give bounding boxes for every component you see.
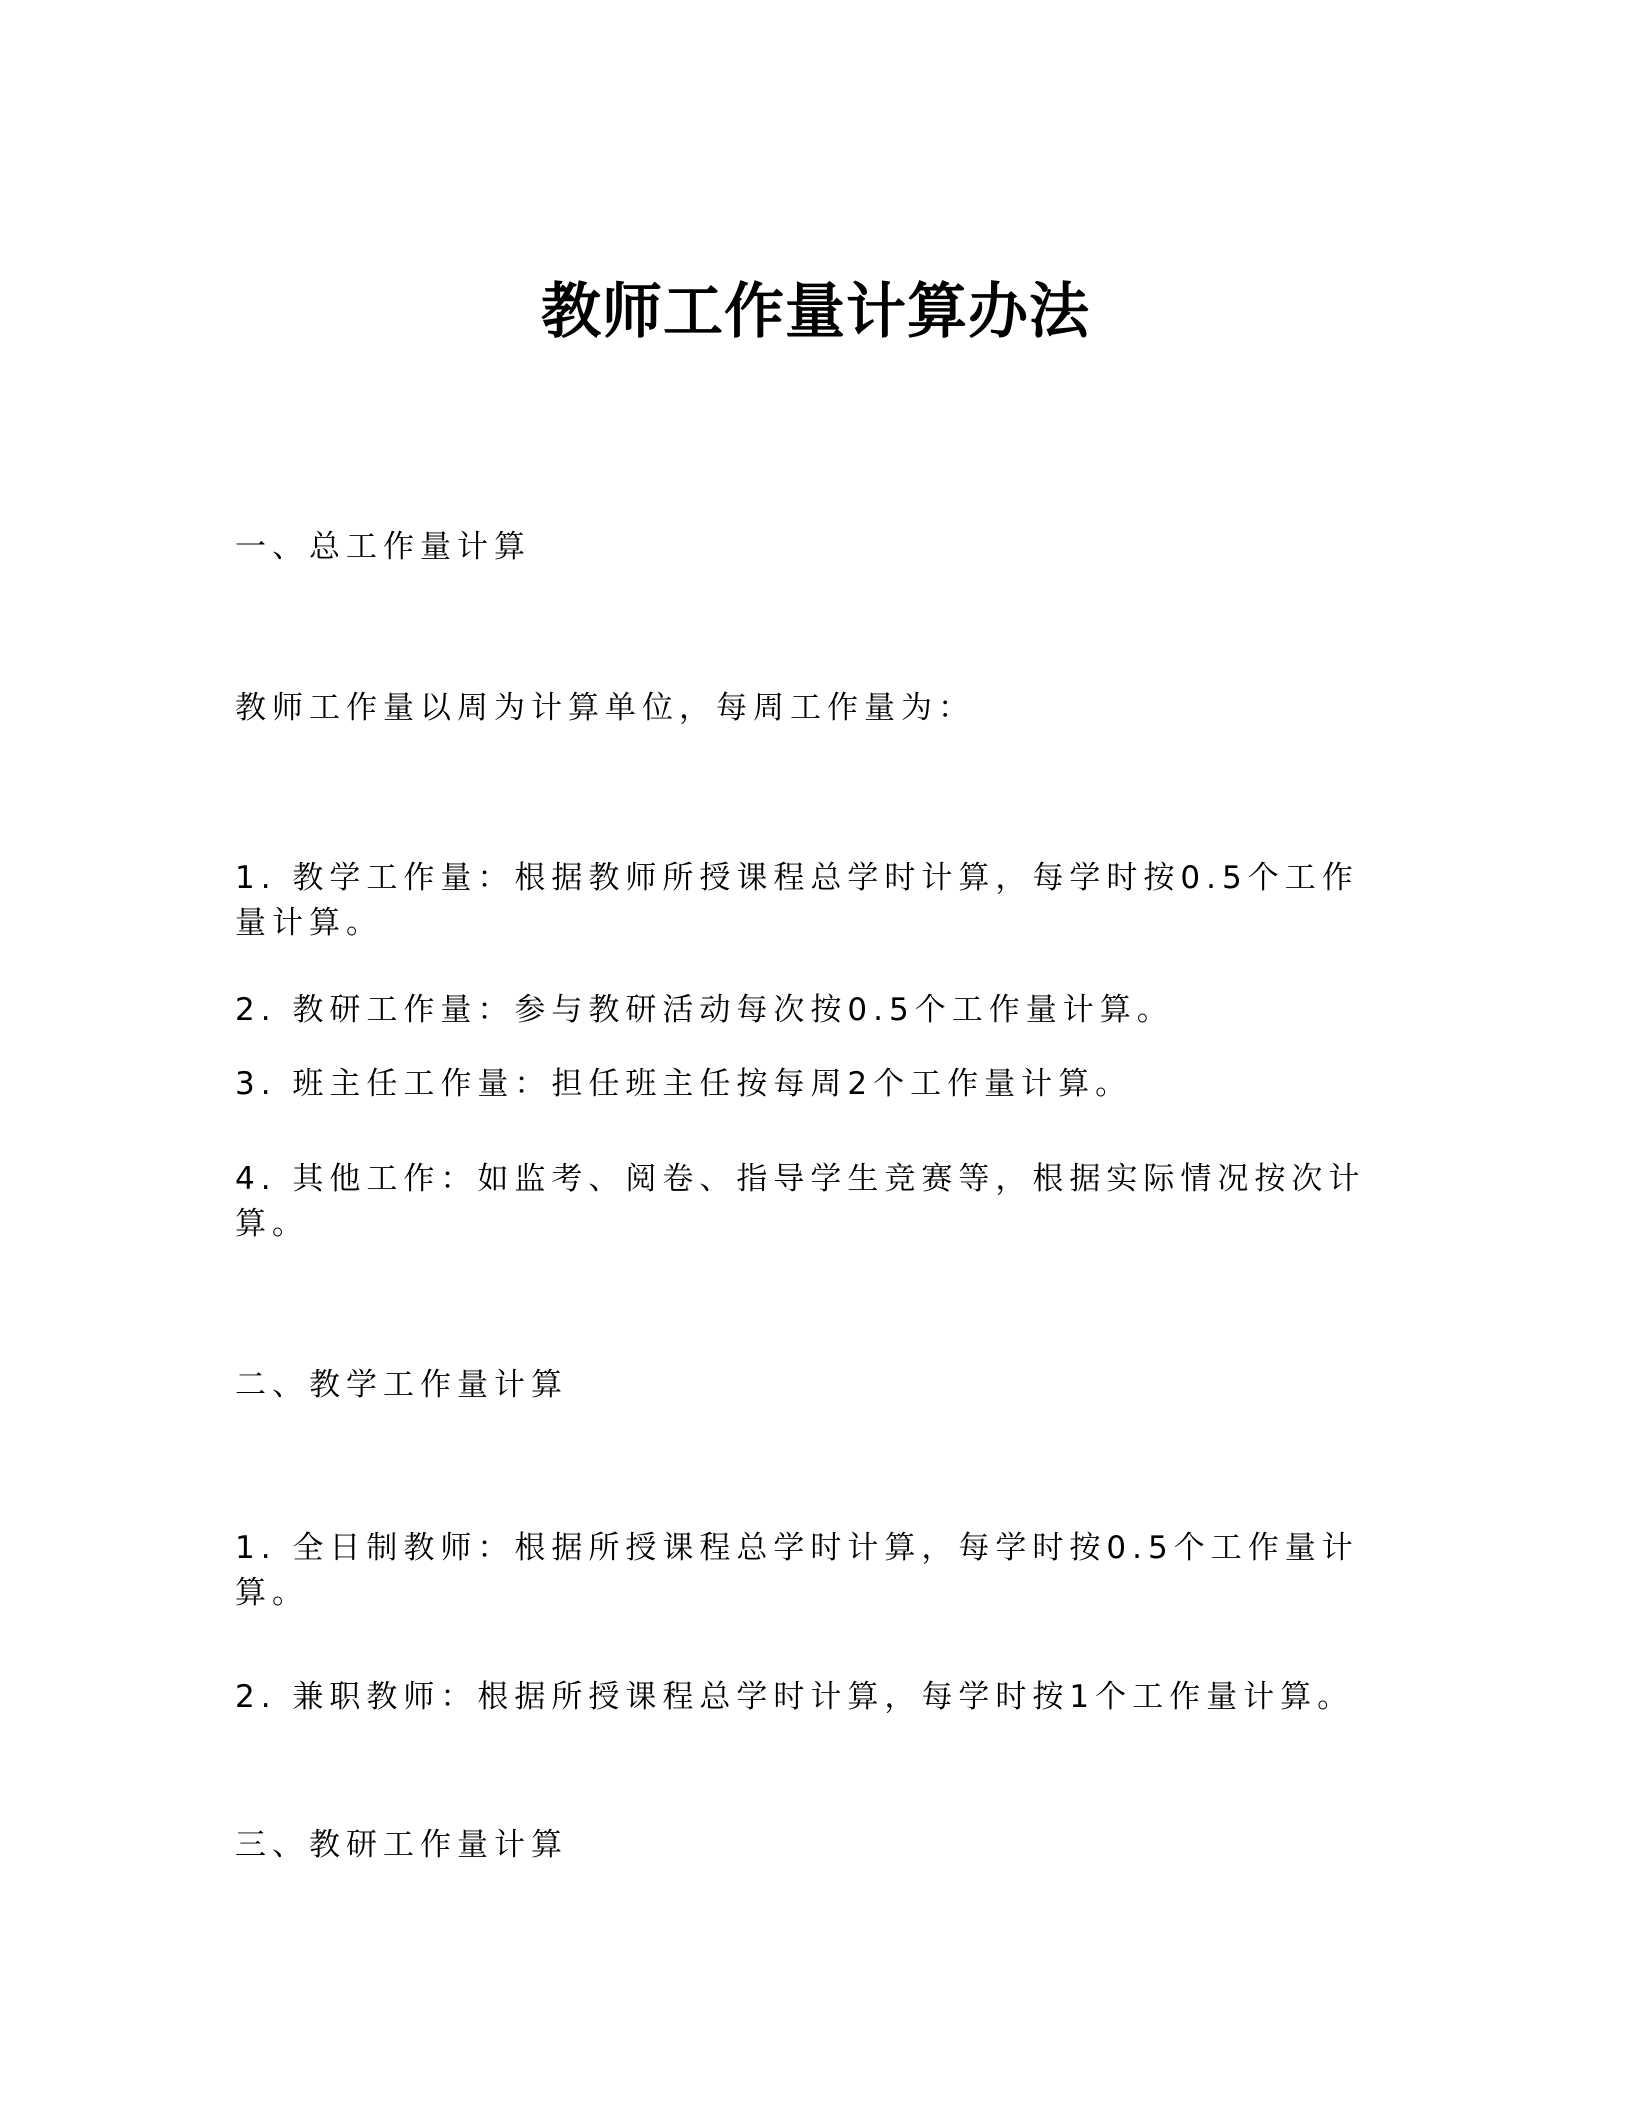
section-heading-2: 二、教学工作量计算 [235, 1367, 568, 1403]
section-heading-3: 三、教研工作量计算 [235, 1827, 568, 1863]
section-1-item-3: 3. 班主任工作量：担任班主任按每周2个工作量计算。 [235, 1066, 1133, 1102]
section-1-item-4: 4. 其他工作：如监考、阅卷、指导学生竞赛等，根据实际情况按次计算。 [235, 1161, 1366, 1242]
section-2-item-2: 2. 兼职教师：根据所授课程总学时计算，每学时按1个工作量计算。 [235, 1679, 1355, 1715]
section-heading-1: 一、总工作量计算 [235, 529, 531, 565]
section-1-item-2: 2. 教研工作量：参与教研活动每次按0.5个工作量计算。 [235, 992, 1174, 1028]
section-1-item-1: 1. 教学工作量：根据教师所授课程总学时计算，每学时按0.5个工作量计算。 [235, 860, 1359, 941]
document-title: 教师工作量计算办法 [541, 277, 1090, 347]
section-2-item-1: 1. 全日制教师：根据所授课程总学时计算，每学时按0.5个工作量计算。 [235, 1530, 1359, 1611]
section-1-intro: 教师工作量以周为计算单位，每周工作量为： [235, 690, 975, 726]
